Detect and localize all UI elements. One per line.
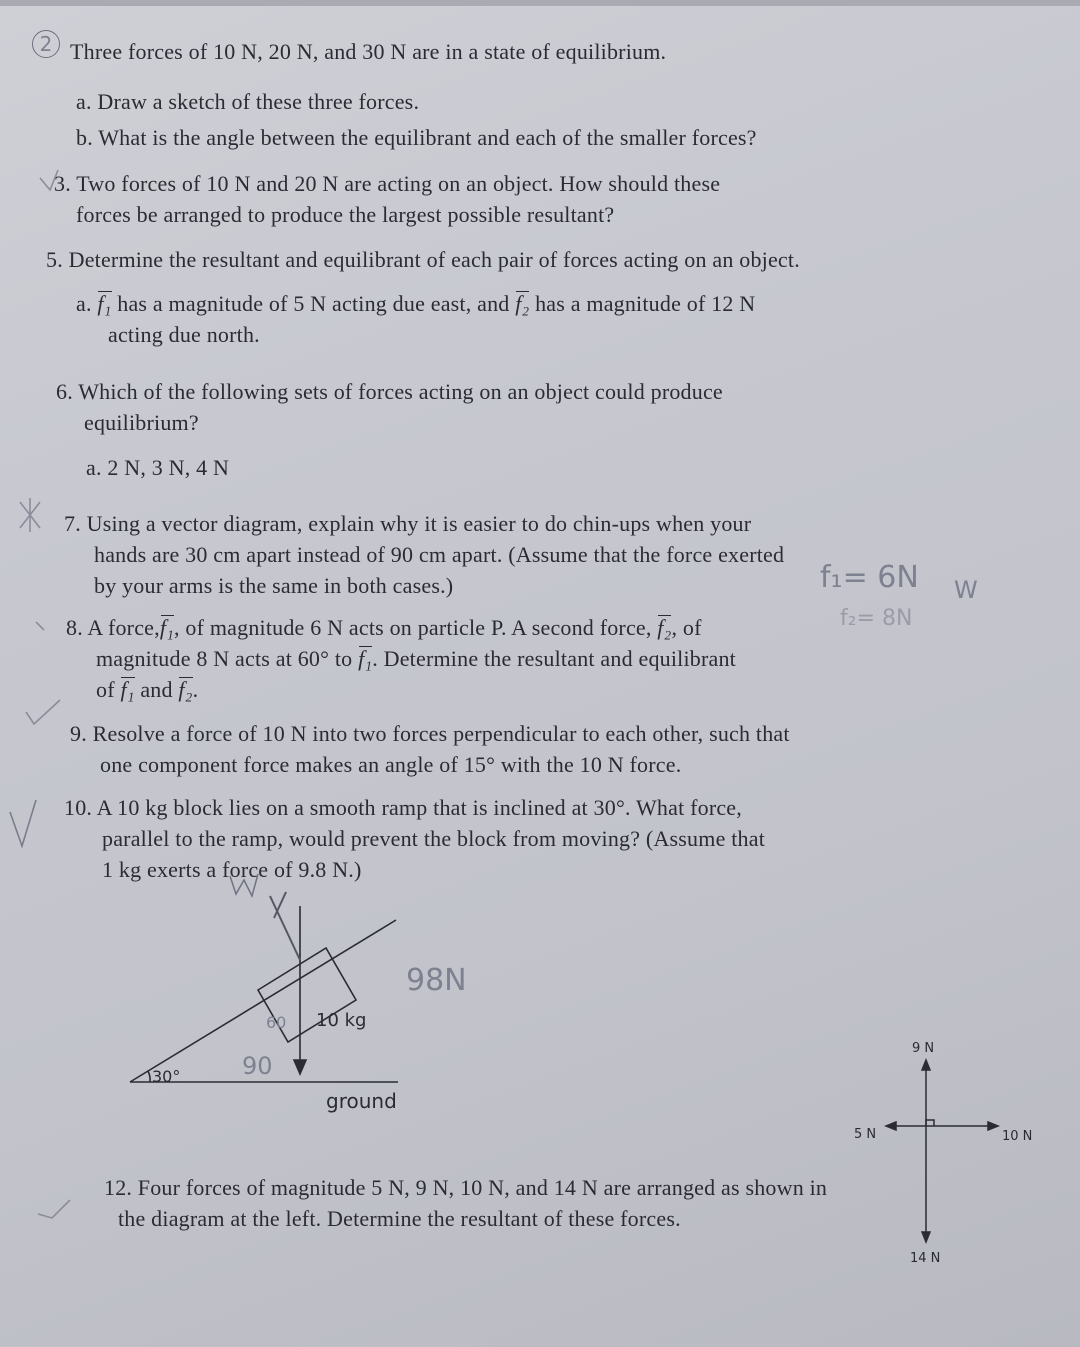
question-8-line3-pre: of — [96, 677, 115, 702]
question-8-line2-post: . Determine the resultant and equilibrant — [372, 646, 736, 671]
question-3-line2: forces be arranged to produce the largest possible resultant? — [76, 202, 615, 227]
question-8-line3-post: . — [192, 677, 199, 702]
normal-hatch-2 — [274, 892, 286, 918]
question-3-line1: 3. Two forces of 10 N and 20 N are acting on an object. How should these — [54, 171, 721, 196]
question-9-line2: one component force makes an angle of 15° with the 10 N force. — [100, 752, 682, 777]
question-12-line1: 12. Four forces of magnitude 5 N, 9 N, 10 N, and 14 N are arranged as shown in — [104, 1175, 828, 1200]
question-8-line3-and: and — [140, 677, 173, 702]
f2-symbol: f₂ — [178, 677, 193, 702]
question-7-line1: 7. Using a vector diagram, explain why it is easier to do chin-ups when your — [64, 511, 752, 536]
block-mass-label: 10 kg — [316, 1010, 367, 1031]
handwritten-w-mark — [230, 874, 258, 896]
normal-hatch — [270, 896, 300, 960]
handwritten-f2-note: f₂= 8N — [840, 606, 913, 631]
question-5a-label: a. — [76, 291, 92, 316]
question-8-pre: 8. A force, — [66, 615, 160, 640]
margin-check-marks — [10, 170, 70, 1218]
question-12-line2: the diagram at the left. Determine the resultant of these forces. — [118, 1206, 681, 1231]
f2-symbol: f₂ — [657, 615, 672, 640]
angle-arc — [148, 1071, 150, 1082]
right-angle-mark — [926, 1120, 934, 1126]
force-diagram — [886, 1060, 998, 1242]
f1-symbol: f₁ — [97, 291, 112, 316]
question-2a: a. Draw a sketch of these three forces. — [76, 89, 420, 114]
force-left-arrowhead — [886, 1122, 896, 1130]
ramp-90-note: 90 — [242, 1052, 273, 1080]
ground-label: ground — [326, 1089, 397, 1113]
f1-symbol: f₁ — [120, 677, 135, 702]
force-right-label: 10 N — [1002, 1129, 1033, 1144]
question-5a-post: has a magnitude of 12 N — [535, 291, 756, 316]
f1-symbol: f₁ — [358, 646, 373, 671]
weight-vector-arrowhead — [294, 1060, 306, 1074]
force-right-arrowhead — [988, 1122, 998, 1130]
f1-symbol: f₁ — [159, 615, 175, 640]
question-8-line2-pre: magnitude 8 N acts at 60° to — [96, 646, 353, 671]
question-10-line2: parallel to the ramp, would prevent the block from moving? (Assume that — [102, 826, 766, 851]
ramp-angle-label: 30° — [152, 1067, 181, 1086]
question-12 — [104, 1172, 827, 1234]
question-5a-mid: has a magnitude of 5 N acting due east, and — [117, 291, 510, 316]
force-down-arrowhead — [922, 1232, 930, 1242]
question-6a: a. 2 N, 3 N, 4 N — [86, 455, 230, 480]
handwritten-w-note: W — [954, 576, 978, 604]
question-6-line1: 6. Which of the following sets of forces acting on an object could produce — [56, 379, 723, 404]
ramp-60-note: 60 — [266, 1013, 287, 1032]
question-7-line3: by your arms is the same in both cases.) — [94, 573, 454, 598]
question-5-stem: 5. Determine the resultant and equilibrant of each pair of forces acting on an object. — [46, 247, 800, 272]
question-10-line1: 10. A 10 kg block lies on a smooth ramp that is inclined at 30°. What force, — [64, 795, 742, 820]
question-10-line3: 1 kg exerts a force of 9.8 N.) — [102, 857, 362, 882]
question-5a-line2: acting due north. — [108, 322, 260, 347]
force-down-label: 14 N — [910, 1251, 941, 1266]
handwritten-f1-note: f₁= 6N — [820, 560, 919, 595]
question-2-circled-number: 2 — [32, 30, 60, 58]
ramp-diagram — [130, 874, 398, 1082]
f2-symbol: f₂ — [515, 291, 530, 316]
ramp-98n-note: 98N — [406, 963, 467, 998]
force-left-label: 5 N — [854, 1127, 877, 1142]
force-up-label: 9 N — [912, 1041, 935, 1056]
question-2b: b. What is the angle between the equilibrant and each of the smaller forces? — [76, 125, 757, 150]
force-up-arrowhead — [922, 1060, 930, 1070]
question-6-line2: equilibrium? — [84, 410, 199, 435]
question-8-mid: , of magnitude 6 N acts on particle P. A second force, — [174, 615, 652, 640]
question-9-line1: 9. Resolve a force of 10 N into two forces perpendicular to each other, such that — [70, 721, 790, 746]
question-7-line2: hands are 30 cm apart instead of 90 cm apart. (Assume that the force exerted — [94, 542, 785, 567]
question-2-stem: Three forces of 10 N, 20 N, and 30 N are in a state of equilibrium. — [70, 39, 667, 64]
question-8-post: , of — [671, 615, 702, 640]
